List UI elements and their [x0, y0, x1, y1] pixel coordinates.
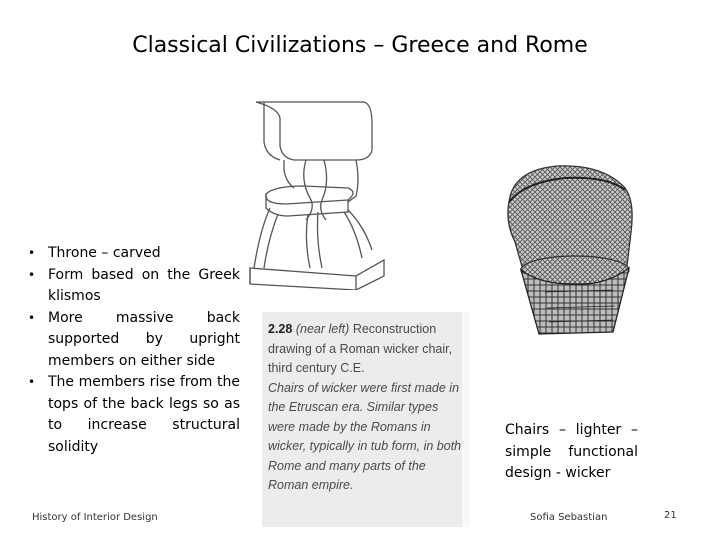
- list-item: • The members rise from the tops of the back legs so as to increase structural solidity: [28, 372, 240, 458]
- throne-image: [244, 100, 390, 290]
- footer-course-title: History of Interior Design: [32, 512, 158, 523]
- caption-era: C.E.: [340, 361, 365, 375]
- page-number: 21: [664, 510, 677, 521]
- slide-title: Classical Civilizations – Greece and Rome: [132, 33, 588, 58]
- caption-image: [262, 312, 470, 527]
- bullet-list: [28, 243, 240, 458]
- list-item: • Throne – carved: [28, 243, 240, 265]
- side-text: Chairs – lighter – simple functional design - wicker: [505, 422, 638, 481]
- caption-text: [268, 320, 464, 496]
- footer-author: Sofia Sebastian: [530, 512, 608, 523]
- caption-paren: (near left): [295, 322, 350, 336]
- caption-number: 2.28: [268, 322, 293, 336]
- list-item: • More massive back supported by upright members on either side: [28, 308, 240, 373]
- wicker-chair-image: [495, 162, 645, 340]
- list-item: • Form based on the Greek klismos: [28, 265, 240, 308]
- caption-lead: Reconstruction drawing of a Roman wicker chair, third century: [268, 322, 453, 375]
- caption-body: Chairs of wicker were first made in the Etruscan era. Similar types were made by the Romans in wicker, typically in tub form, in both Rome and many parts of the Roman empire.: [268, 380, 462, 492]
